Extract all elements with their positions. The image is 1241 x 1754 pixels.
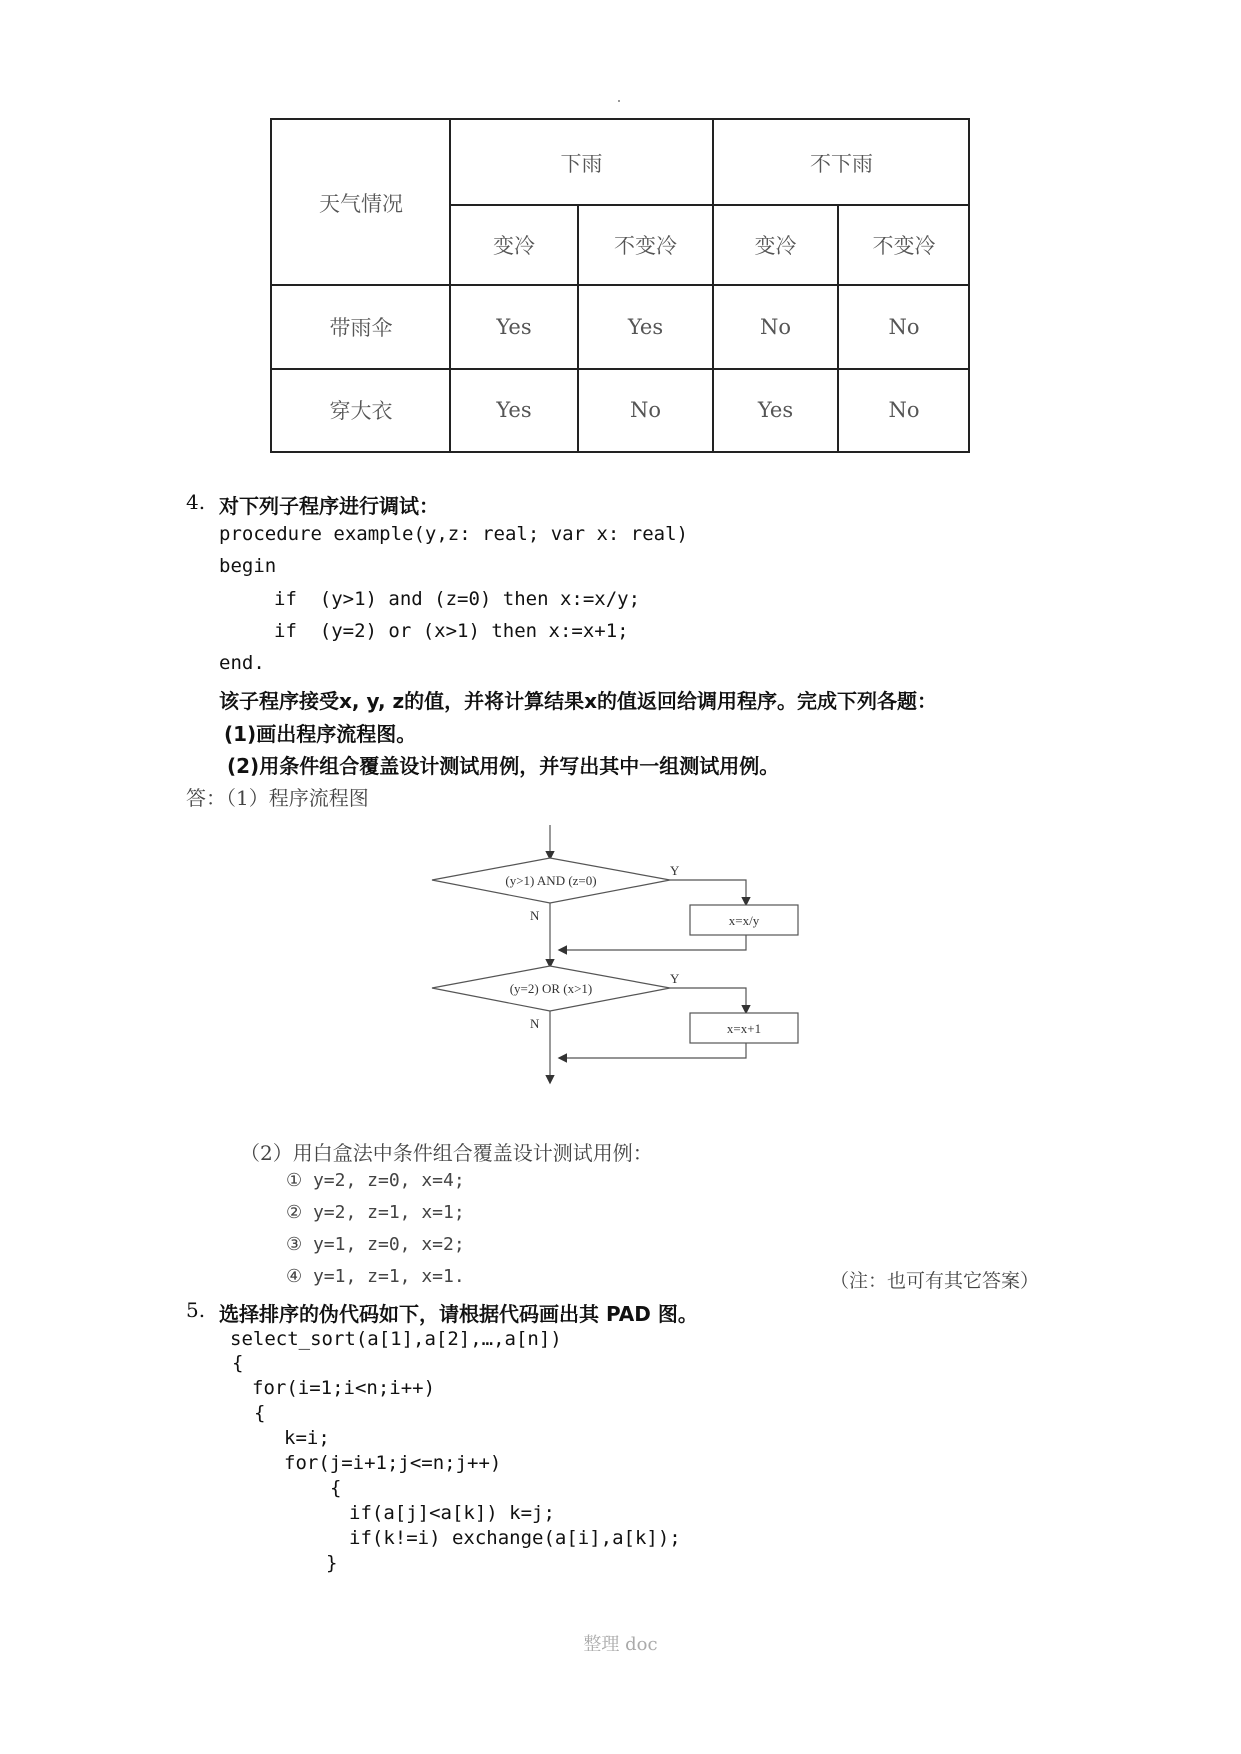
subquestion-2: (2)用条件组合覆盖设计测试用例，并写出其中一组测试用例。 — [227, 754, 780, 778]
condition-1-label: (y>1) AND (z=0) — [505, 873, 597, 888]
subheader-cell: 变冷 — [754, 234, 797, 258]
condition-2-label: (y=2) OR (x>1) — [509, 981, 593, 996]
code-line: for(j=i+1;j<=n;j++) — [284, 1452, 502, 1474]
table-cell: Yes — [627, 315, 664, 339]
yes-label-1: Y — [670, 863, 680, 878]
code-line: if(k!=i) exchange(a[i],a[k]); — [349, 1527, 681, 1549]
question-number: 5. — [186, 1298, 206, 1322]
header-rain: 下雨 — [560, 151, 603, 176]
header-no-rain: 不下雨 — [810, 151, 873, 176]
table-cell: Yes — [757, 398, 794, 422]
table-cell: Yes — [496, 315, 532, 339]
code-line: { — [232, 1352, 244, 1374]
row-label: 穿大衣 — [329, 399, 393, 423]
subheader-cell: 不变冷 — [614, 234, 677, 258]
table-cell: No — [759, 315, 792, 339]
test-case: ④ y=1, z=1, x=1. — [286, 1266, 465, 1287]
subheader-cell: 变冷 — [493, 234, 535, 258]
page-dot — [618, 100, 620, 102]
merge-line-2 — [560, 1043, 746, 1058]
answer-part-2: （2）用白盒法中条件组合覆盖设计测试用例： — [240, 1141, 653, 1165]
question-description: 该子程序接受x, y, z的值，并将计算结果x的值返回给调用程序。完成下列各题： — [219, 689, 938, 713]
yes-branch-1 — [670, 880, 746, 904]
table-cell: No — [888, 398, 920, 422]
page-footer: 整理 doc — [583, 1634, 658, 1655]
code-line: for(i=1;i<n;i++) — [252, 1377, 436, 1399]
code-line: procedure example(y,z: real; var x: real) — [219, 523, 688, 545]
merge-line-1 — [560, 935, 746, 950]
subheader-cell: 不变冷 — [872, 234, 936, 258]
code-line: if (y=2) or (x>1) then x:=x+1; — [274, 620, 629, 642]
no-label-1: N — [530, 908, 540, 923]
code-line: if (y>1) and (z=0) then x:=x/y; — [274, 588, 641, 610]
code-line: end. — [219, 652, 265, 674]
table-cell: No — [629, 398, 662, 422]
flowchart — [420, 820, 820, 1090]
question-number: 4. — [186, 490, 206, 514]
row-label: 带雨伞 — [329, 316, 393, 340]
code-line: if(a[j]<a[k]) k=j; — [349, 1502, 555, 1524]
action-1-label: x=x/y — [728, 913, 760, 928]
code-line: { — [254, 1402, 266, 1424]
test-case: ③ y=1, z=0, x=2; — [286, 1234, 465, 1255]
code-line: select_sort(a[1],a[2],…,a[n]) — [230, 1328, 562, 1350]
no-label-2: N — [530, 1016, 540, 1031]
test-case: ① y=2, z=0, x=4; — [286, 1170, 465, 1191]
answer-note: （注：也可有其它答案） — [830, 1270, 1040, 1292]
table-cell: No — [888, 315, 920, 339]
yes-label-2: Y — [670, 971, 680, 986]
weather-table — [270, 118, 970, 453]
test-case: ② y=2, z=1, x=1; — [286, 1202, 465, 1223]
table-corner: 天气情况 — [319, 191, 403, 216]
question-title: 选择排序的伪代码如下，请根据代码画出其 PAD 图。 — [219, 1302, 698, 1326]
subquestion-1: (1)画出程序流程图。 — [224, 722, 417, 746]
question-title: 对下列子程序进行调试： — [219, 494, 439, 518]
answer-heading: 答：（1）程序流程图 — [186, 786, 369, 810]
code-line: k=i; — [284, 1427, 330, 1449]
table-cell: Yes — [496, 398, 532, 422]
yes-branch-2 — [670, 988, 746, 1012]
code-line: } — [326, 1552, 338, 1574]
code-line: begin — [219, 555, 277, 577]
code-line: { — [330, 1477, 342, 1499]
action-2-label: x=x+1 — [726, 1021, 762, 1036]
